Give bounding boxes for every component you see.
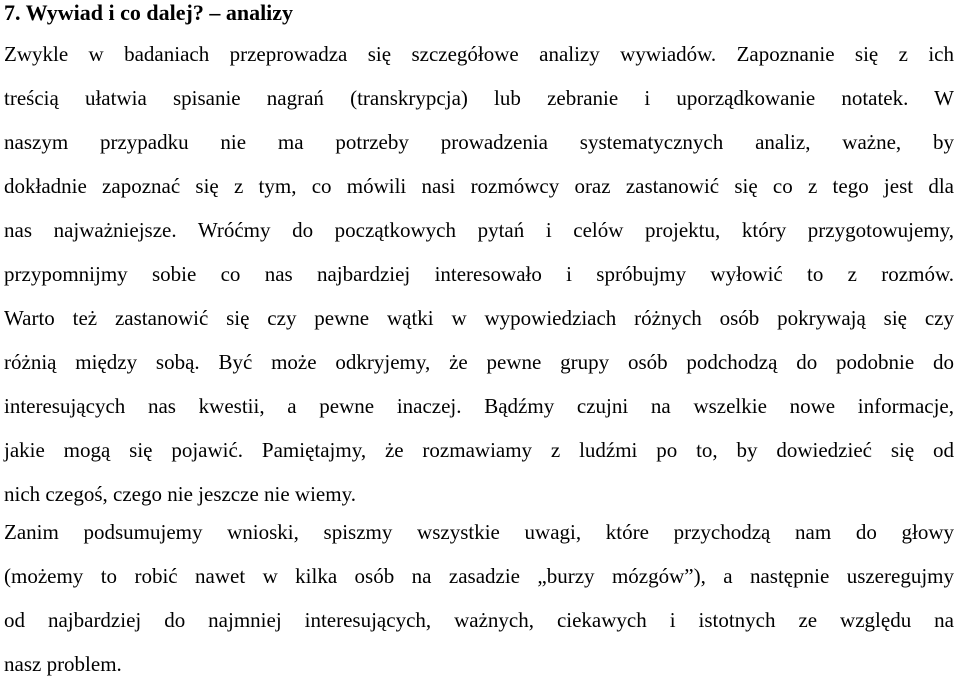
paragraph-line: nasz problem. xyxy=(4,652,122,676)
section-heading: 7. Wywiad i co dalej? – analizy xyxy=(4,0,294,25)
paragraph-line: przypomnijmy sobie co nas najbardziej interesowało i spróbujmy wyłowić to z rozmów. xyxy=(4,262,954,286)
paragraph-line: treścią ułatwia spisanie nagrań (transkrypcja) lub zebranie i uporządkowanie notatek. W xyxy=(4,86,954,110)
paragraph-line: nich czegoś, czego nie jeszcze nie wiemy. xyxy=(4,482,356,506)
paragraph-line: Zanim podsumujemy wnioski, spiszmy wszystkie uwagi, które przychodzą nam do głowy xyxy=(4,520,954,544)
paragraph-line: od najbardziej do najmniej interesujących, ważnych, ciekawych i istotnych ze względu na xyxy=(4,608,954,632)
paragraph-line: (możemy to robić nawet w kilka osób na zasadzie „burzy mózgów”), a następnie uszeregujmy xyxy=(4,564,954,588)
paragraph-line: jakie mogą się pojawić. Pamiętajmy, że rozmawiamy z ludźmi po to, by dowiedzieć się od xyxy=(4,438,954,462)
paragraph-line: różnią między sobą. Być może odkryjemy, że pewne grupy osób podchodzą do podobnie do xyxy=(4,350,954,374)
paragraph-2 xyxy=(4,510,954,686)
paragraph-line: dokładnie zapoznać się z tym, co mówili nasi rozmówcy oraz zastanowić się co z tego jest dla xyxy=(4,174,954,198)
paragraph-line: Zwykle w badaniach przeprowadza się szczegółowe analizy wywiadów. Zapoznanie się z ich xyxy=(4,42,954,66)
paragraph-line: naszym przypadku nie ma potrzeby prowadzenia systematycznych analiz, ważne, by xyxy=(4,130,954,154)
paragraph-1 xyxy=(4,32,954,516)
paragraph-line: nas najważniejsze. Wróćmy do początkowych pytań i celów projektu, który przygotowujemy, xyxy=(4,218,954,242)
paragraph-line: interesujących nas kwestii, a pewne inaczej. Bądźmy czujni na wszelkie nowe informacje, xyxy=(4,394,954,418)
paragraph-line: Warto też zastanowić się czy pewne wątki w wypowiedziach różnych osób pokrywają się czy xyxy=(4,306,954,330)
